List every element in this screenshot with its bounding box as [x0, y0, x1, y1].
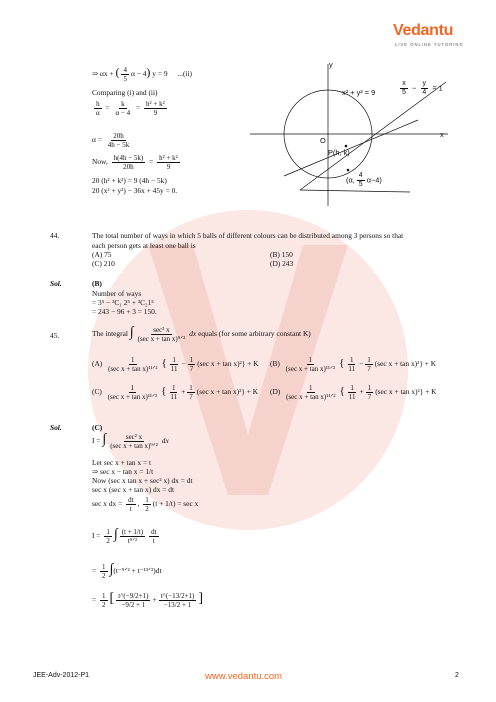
- sol45-answer: (C): [92, 423, 103, 432]
- q44-option-d: (D) 243: [270, 259, 294, 268]
- sol45-implies: ⇒ sec x − tan x = 1/t: [92, 467, 154, 476]
- sol45-sec-line: sec x (sec x + tan x) dx = dt: [92, 485, 175, 494]
- q44-option-b: (B) 150: [270, 250, 293, 259]
- q44-text-2: each person gets at least one ball is: [92, 241, 196, 250]
- sol45-now: Now (sec x tan x + sec² x) dx = dt: [92, 476, 193, 485]
- now-equation: Now, $\frac{h(4h - 5k)}{20h}$ = $\frac{\text{h² + k²}}{9}$: [92, 154, 178, 171]
- q45-option-b: (B) $\frac{1}{\text{(sec x + tan x)¹¹ᐟ²}}$ { $\frac{1}{11}$ − $\frac{1}{7}$ (sec x + tan x)²} + K: [270, 356, 437, 373]
- sol45-i2: I = $\frac{1}{2}$ ∫ $\frac{(t + 1/t)}{\text{t⁹ᐟ²}}$ $\frac{dt}{t}$: [92, 527, 157, 545]
- ratio-equation: $\frac{h}{\alpha}$ = $\frac{k}{\alpha - 4}$ = $\frac{\text{h² + k²}}{9}$: [96, 100, 165, 117]
- page-number: 2: [455, 672, 459, 679]
- label-origin: O: [320, 136, 326, 145]
- footer-exam-code: JEE-Adv-2012-P1: [33, 672, 90, 679]
- label-circle: x² + y² = 9: [342, 88, 376, 97]
- q44-text-1: The total number of ways in which 5 balls of different colours can be distributed among 3 persons so that: [92, 231, 404, 240]
- eq-post: α − 4: [130, 69, 147, 79]
- q44-number: 44.: [50, 231, 60, 240]
- eq-ref: ...(ii): [177, 69, 192, 79]
- line-20a: 20 (h² + k²) = 9 (4h − 5k): [92, 176, 167, 185]
- point-q: [347, 169, 350, 172]
- brand-logo: [393, 16, 475, 56]
- tangent-line-2: [300, 190, 410, 192]
- logo-tagline: LIVE ONLINE TUTORING: [395, 42, 464, 47]
- q45-option-c: (C) $\frac{1}{\text{(sec x + tan x)¹¹ᐟ²}}$ { $\frac{1}{11}$ + $\frac{1}{7}$ (sec x + tan x)²} + K: [92, 384, 259, 401]
- sol45-label: Sol.: [50, 423, 62, 432]
- label-point-p: P(h, k): [328, 148, 350, 157]
- label-y: y: [329, 60, 333, 69]
- label-point-q: (α, $\frac{4}{5}$ α−4): [346, 172, 382, 188]
- sol44-answer: (B): [92, 279, 102, 288]
- logo-word: Vedantu: [393, 22, 454, 39]
- sol45-integral: I = ∫ $\frac{\text{sec² x}}{\text{(sec x + tan x)⁹ᐟ²}}$ dx: [92, 432, 169, 450]
- eq-pre: ⇒ αx +: [92, 69, 114, 79]
- footer-url-link[interactable]: www.vedantu.com: [205, 671, 283, 682]
- sol44-label: Sol.: [50, 279, 62, 288]
- eq-end: y = 9: [152, 69, 168, 79]
- sol45-let: Let sec x + tan x = t: [92, 458, 152, 467]
- sol45-secdx: sec x dx = $\frac{dt}{t}$ , $\frac{1}{2}$ (t + 1/t) = sec x: [92, 496, 199, 513]
- q45-statement: The integral ∫ $\frac{\text{sec² x}}{\text{(sec x + tan x)⁹ᐟ²}}$ dx equals (for some arbitrary constant K): [92, 325, 311, 343]
- line-20b: 20 (x² + y²) − 36x + 45y = 0.: [92, 186, 178, 195]
- q44-option-c: (C) 210: [92, 259, 115, 268]
- sol44-line-3: = 243 − 96 + 3 = 150.: [92, 307, 157, 316]
- q44-option-a: (A) 75: [92, 250, 112, 259]
- label-line-eq: $\frac{x}{5}$ − $\frac{y}{4}$ = 1: [402, 80, 443, 96]
- label-x: x: [440, 130, 444, 139]
- sol45-i4: = $\frac{1}{2}$ [ $\frac{t\^{}(-9/2+1)}{-9/2 + 1}$ + $\frac{t\^{}(-13/2+1)}{-13/2 + 1}$ ]: [92, 591, 204, 609]
- q45-option-a: (A) $\frac{1}{\text{(sec x + tan x)¹¹ᐟ²}}$ { $\frac{1}{11}$ − $\frac{1}{7}$ (sec x + tan x)²} + K: [92, 356, 259, 373]
- q45-number: 45.: [50, 331, 60, 340]
- q45-option-d: (D) $\frac{1}{\text{(sec x + tan x)¹¹ᐟ²}}$ { $\frac{1}{11}$ + $\frac{1}{7}$ (sec x + tan x)²} + K: [270, 384, 437, 401]
- sol44-line-2: = 3⁵ − ³C₁ 2⁵ + ³C₂1⁵: [92, 298, 154, 307]
- sol45-i3: = $\frac{1}{2}$ ∫(t⁻⁹ᐟ² + t⁻¹³ᐟ²)dt: [92, 562, 162, 580]
- alpha-equation: α = $\frac{20h}{4h - 5k}$: [92, 132, 130, 149]
- sol44-line-1: Number of ways: [92, 289, 142, 298]
- point-p: [345, 145, 348, 148]
- eq-frac: $\frac{4}{5}$: [123, 66, 127, 83]
- chord-line: [284, 120, 418, 176]
- comparing-text: Comparing (i) and (ii): [92, 88, 158, 97]
- line-eq-ii: ⇒ αx + ( $\frac{4}{5}$ α − 4) y = 9 ...(ii): [92, 65, 192, 83]
